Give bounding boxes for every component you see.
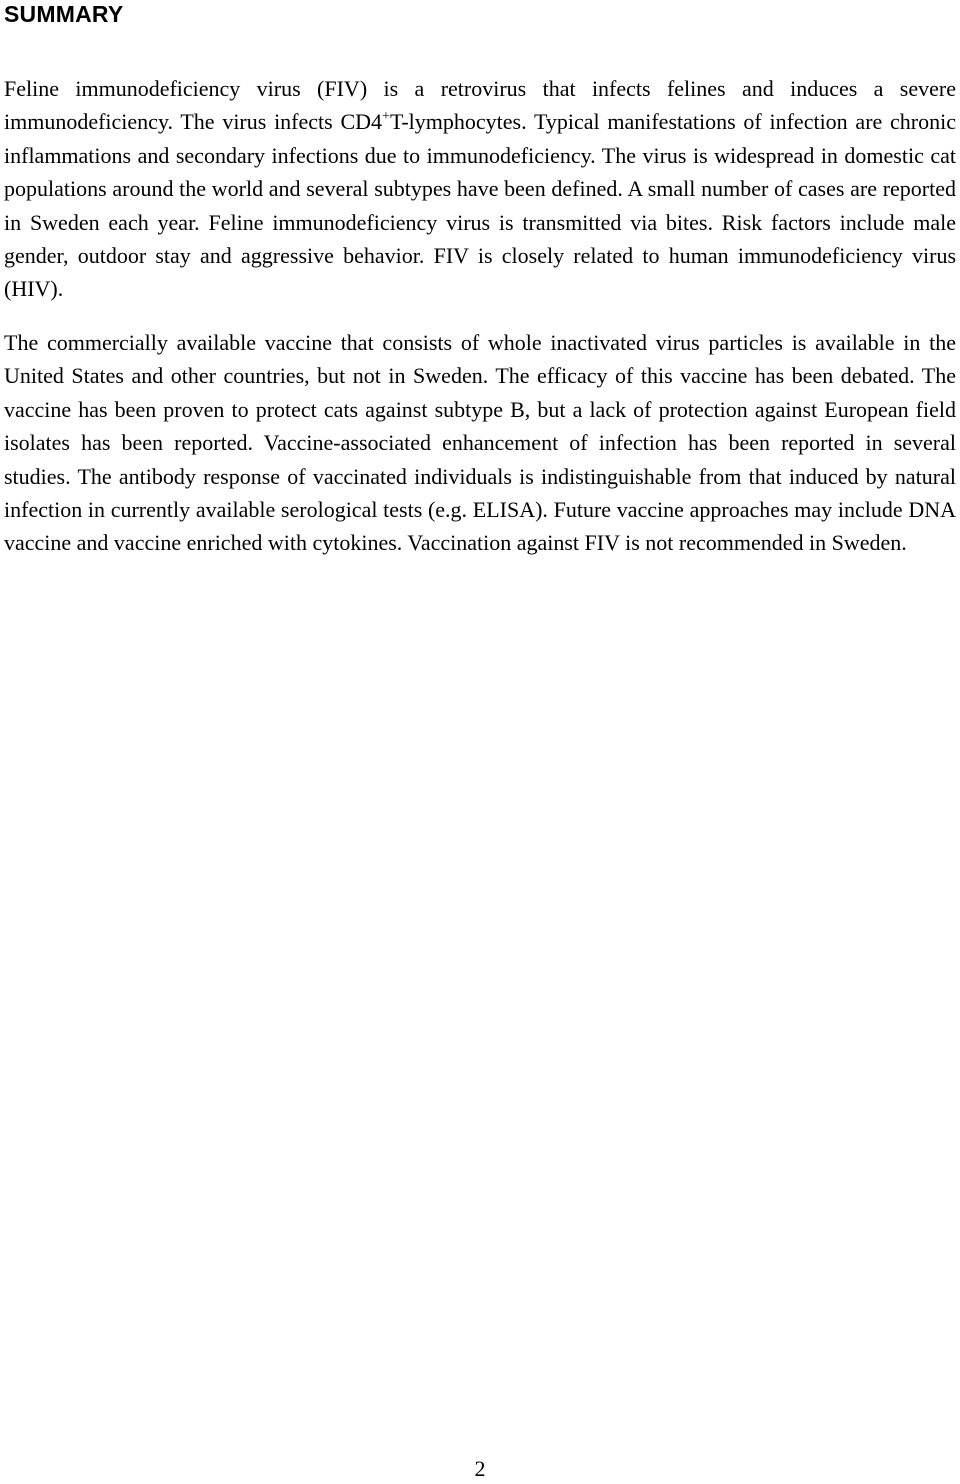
superscript-plus: + [382, 109, 390, 125]
paragraph-1-text-end: T-lymphocytes. Typical manifestations of infection are chronic inflammations and secondary infections due to immunodeficiency. The virus is widespread in domestic cat populations around the world and several subtypes have been defined. A small number of cases are reported in Sweden each year. Feline immunodeficiency virus is transmitted via bites. Risk factors include male gender, outdoor stay and aggressive behavior. FIV is closely related to human immunodeficiency virus (HIV). [4, 109, 957, 302]
paragraph-1-text-start: Feline immunodeficiency virus (FIV) is a retrovirus that infects felines and induces a severe immunodeficiency. The virus infects CD4 [4, 76, 956, 135]
section-heading: SUMMARY [4, 1, 124, 27]
page-number: 2 [474, 1456, 486, 1481]
summary-paragraph-1 [4, 72, 956, 306]
summary-paragraph-2: The commercially available vaccine that consists of whole inactivated virus particles is available in the United States and other countries, but not in Sweden. The efficacy of this vaccine has been debated. The vaccine has been proven to protect cats against subtype B, but a lack of protection against European field isolates has been reported. Vaccine-associated enhancement of infection has been reported in several studies. The antibody response of vaccinated individuals is indistinguishable from that induced by natural infection in currently available serological tests (e.g. ELISA). Future vaccine approaches may include DNA vaccine and vaccine enriched with cytokines. Vaccination against FIV is not recommended in Sweden. [4, 330, 956, 556]
